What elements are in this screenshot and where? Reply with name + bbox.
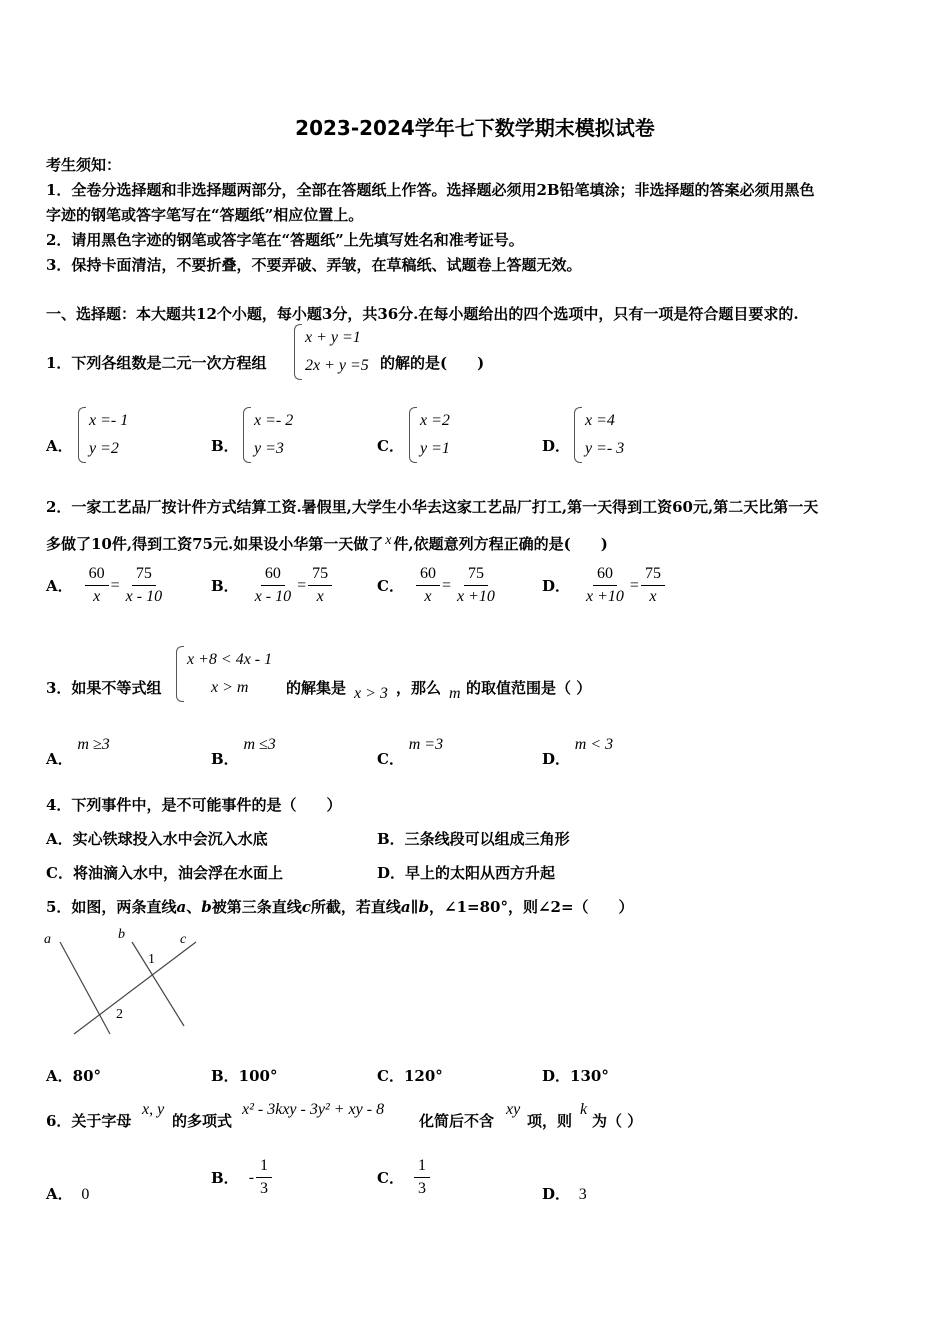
notice-heading: 考生须知： (46, 156, 122, 174)
q6-option-d-value: 3 (578, 1186, 587, 1203)
q2-option-c[interactable] (377, 565, 499, 606)
q2-b-num1: 60 (261, 565, 285, 586)
q6-option-d[interactable] (542, 1183, 587, 1204)
q2-option-b-label: B． (211, 577, 239, 595)
q1-option-c-system (409, 407, 450, 463)
q3-option-d[interactable] (542, 733, 614, 768)
q5-text (46, 896, 634, 917)
q1-a-row1: x =- 1 (89, 412, 129, 429)
q5-line-a (60, 942, 110, 1034)
q5-option-d[interactable]: D．130° (542, 1067, 609, 1085)
q6-option-a-value: 0 (81, 1186, 90, 1203)
q1-option-a[interactable] (46, 407, 73, 455)
q6-option-b[interactable] (211, 1157, 272, 1198)
q4-option-c[interactable]: C．将油滴入水中，油会浮在水面上 (46, 864, 283, 882)
q3-solution: x > 3 (354, 685, 388, 702)
q3-text-mid1: 的解集是 (286, 679, 347, 697)
q5-text-a: 5．如图，两条直线 (46, 898, 177, 916)
q1-eq1: x + y =1 (305, 329, 361, 346)
q1-d-row1: x =4 (585, 412, 615, 429)
q3-option-a-value: m ≥3 (77, 736, 110, 753)
q5-option-b[interactable]: B．100° (211, 1067, 278, 1085)
q2-b-num2: 75 (308, 565, 332, 586)
q2-a-num1: 60 (85, 565, 109, 586)
q3-option-c-label: C． (377, 750, 404, 768)
q5-angle-2: 2 (116, 1007, 123, 1022)
q1-option-c-label: C． (377, 437, 404, 455)
q6-text-mid3: 项，则 (527, 1112, 573, 1130)
q2-line-2-before: 多做了10件,得到工资75元.如果设小华第一天做了 (46, 535, 384, 553)
q6-option-c[interactable] (377, 1157, 430, 1198)
q6-text-before: 6．关于字母 (46, 1112, 132, 1130)
q5-var-b: b (201, 898, 212, 916)
q5-parallel: a∥b (400, 898, 430, 916)
q5-sep: 、 (186, 898, 202, 916)
q2-option-b[interactable] (211, 565, 332, 606)
q5-option-c[interactable]: C．120° (377, 1067, 443, 1085)
q1-eq2: 2x + y =5 (305, 357, 369, 374)
q5-figure (40, 926, 210, 1041)
q6-b-num: 1 (256, 1157, 272, 1178)
q2-option-a-label: A． (46, 577, 73, 595)
q2-line-2-after: 件,依题意列方程正确的是( ) (393, 535, 608, 553)
q2-b-equals: = (297, 576, 307, 594)
q6-c-den: 3 (417, 1180, 426, 1197)
q1-option-d-system (574, 407, 624, 463)
q5-text-b: 被第三条直线 (211, 898, 302, 916)
q1-option-b-system (243, 407, 293, 463)
q1-text-before: 1．下列各组数是二元一次方程组 (46, 354, 267, 372)
q2-option-d[interactable] (542, 565, 665, 606)
q1-option-d[interactable] (542, 407, 571, 455)
q1-b-row1: x =- 2 (254, 412, 294, 429)
q2-line-1: 2．一家工艺品厂按计件方式结算工资.暑假里,大学生小华去这家工艺品厂打工,第一天得到工资60元,第二天比第一天 (46, 498, 819, 516)
q6-vars: x, y (142, 1101, 165, 1118)
q1-option-a-system (78, 407, 128, 463)
q5-line-c (74, 942, 196, 1034)
q6-term: xy (506, 1101, 521, 1118)
q2-a-num2: 75 (132, 565, 156, 586)
q1-option-c[interactable] (377, 407, 404, 455)
q1-text-after: 的解的是( ) (380, 354, 485, 372)
q5-option-a[interactable]: A．80° (46, 1067, 102, 1085)
q2-option-c-label: C． (377, 577, 404, 595)
q2-c-den1: x (424, 588, 432, 605)
q1-c-row2: y =1 (420, 440, 450, 457)
q5-text-d: ，∠1=80°，则∠2=（ ） (429, 898, 634, 916)
notice-line-4: 3．保持卡面清洁，不要折叠，不要弄破、弄皱，在草稿纸、试题卷上答题无效。 (46, 256, 582, 274)
q2-d-den2: x (649, 588, 657, 605)
q4-text: 4．下列事件中，是不可能事件的是（ ） (46, 796, 342, 814)
q2-b-den1: x - 10 (254, 588, 292, 605)
q3-option-d-label: D． (542, 750, 571, 768)
q2-b-den2: x (316, 588, 324, 605)
q1-option-a-label: A． (46, 437, 73, 455)
q3-text-mid2: ，那么 (396, 679, 442, 697)
q6-option-a[interactable] (46, 1183, 89, 1204)
q2-c-num2: 75 (464, 565, 488, 586)
q5-var-c: c (301, 898, 311, 916)
q4-option-a[interactable]: A．实心铁球投入水中会沉入水底 (46, 830, 268, 848)
q6-k: k (580, 1101, 588, 1118)
q6-c-num: 1 (414, 1157, 430, 1178)
q1-option-d-label: D． (542, 437, 571, 455)
q2-d-num1: 60 (593, 565, 617, 586)
q2-a-equals: = (110, 576, 120, 594)
q1-equation-system (294, 324, 369, 380)
q2-c-equals: = (441, 576, 451, 594)
q6-text-after: 为（ ） (592, 1112, 643, 1130)
section-heading: 一、选择题：本大题共12个小题，每小题3分，共36分.在每小题给出的四个选项中，只有一项是符合题目要求的. (46, 305, 799, 323)
q2-a-den2: x - 10 (125, 588, 163, 605)
q5-label-b: b (118, 927, 125, 942)
q2-d-equals: = (629, 576, 639, 594)
q3-ineq1: x +8 < 4x - 1 (187, 651, 273, 668)
q2-option-a[interactable] (46, 565, 166, 606)
q3-text-after: 的取值范围是（ ） (466, 679, 592, 697)
q3-ineq2: x > m (211, 679, 249, 696)
q6-text-mid2: 化简后不含 (419, 1112, 495, 1130)
q2-var: x (385, 533, 392, 548)
q3-inequality-system (176, 646, 272, 702)
q6-text-mid: 的多项式 (172, 1112, 233, 1130)
q3-option-c[interactable] (377, 733, 444, 768)
q6-b-den: 3 (260, 1180, 269, 1197)
q5-angle-1: 1 (148, 952, 155, 967)
q5-var-a: a (176, 898, 187, 916)
page-title: 2023-2024学年七下数学期末模拟试卷 (295, 116, 655, 140)
q2-d-den1: x +10 (586, 588, 624, 605)
q1-b-row2: y =3 (254, 440, 284, 457)
q6-option-b-sign: - (248, 1168, 255, 1186)
q3-text-before: 3．如果不等式组 (46, 679, 162, 697)
q4-option-d[interactable]: D．早上的太阳从西方升起 (377, 864, 556, 882)
q2-line-2 (46, 533, 608, 554)
notice-line-3: 2．请用黑色字迹的钢笔或答字笔在“答题纸”上先填写姓名和准考证号。 (46, 231, 524, 249)
q3-option-d-value: m < 3 (574, 736, 614, 753)
q1-d-row2: y =- 3 (585, 440, 625, 457)
q3-option-b-value: m ≤3 (243, 736, 276, 753)
q6-option-a-label: A． (46, 1185, 73, 1203)
q2-option-d-label: D． (542, 577, 571, 595)
q2-c-den2: x +10 (456, 588, 495, 605)
q3-option-c-value: m =3 (408, 736, 444, 753)
q2-d-num2: 75 (641, 565, 665, 586)
q2-a-den1: x (93, 588, 101, 605)
q2-c-num1: 60 (416, 565, 440, 586)
q5-label-a: a (44, 932, 51, 947)
q3-option-b[interactable] (211, 733, 276, 768)
q4-option-b[interactable]: B．三条线段可以组成三角形 (377, 830, 570, 848)
q1-option-b-label: B． (211, 437, 239, 455)
q1-a-row2: y =2 (89, 440, 119, 457)
q3-option-a[interactable] (46, 733, 110, 768)
q5-text-c: 所截，若直线 (310, 898, 401, 916)
q6-option-d-label: D． (542, 1185, 571, 1203)
q6-option-c-label: C． (377, 1169, 404, 1187)
q3-var: m (449, 685, 461, 702)
q6-polynomial: x² - 3kxy - 3y² + xy - 8 (242, 1101, 385, 1118)
q1-option-b[interactable] (211, 407, 239, 455)
notice-line-1: 1．全卷分选择题和非选择题两部分，全部在答题纸上作答。选择题必须用2B铅笔填涂；非选择题的答案必须用黑色 (46, 181, 815, 199)
q3-option-a-label: A． (46, 750, 73, 768)
q3-option-b-label: B． (211, 750, 239, 768)
q6-option-b-label: B． (211, 1169, 239, 1187)
q5-label-c: c (180, 932, 187, 947)
q1-c-row1: x =2 (420, 412, 450, 429)
notice-line-2: 字迹的钢笔或答字笔写在“答题纸”相应位置上。 (46, 206, 364, 224)
